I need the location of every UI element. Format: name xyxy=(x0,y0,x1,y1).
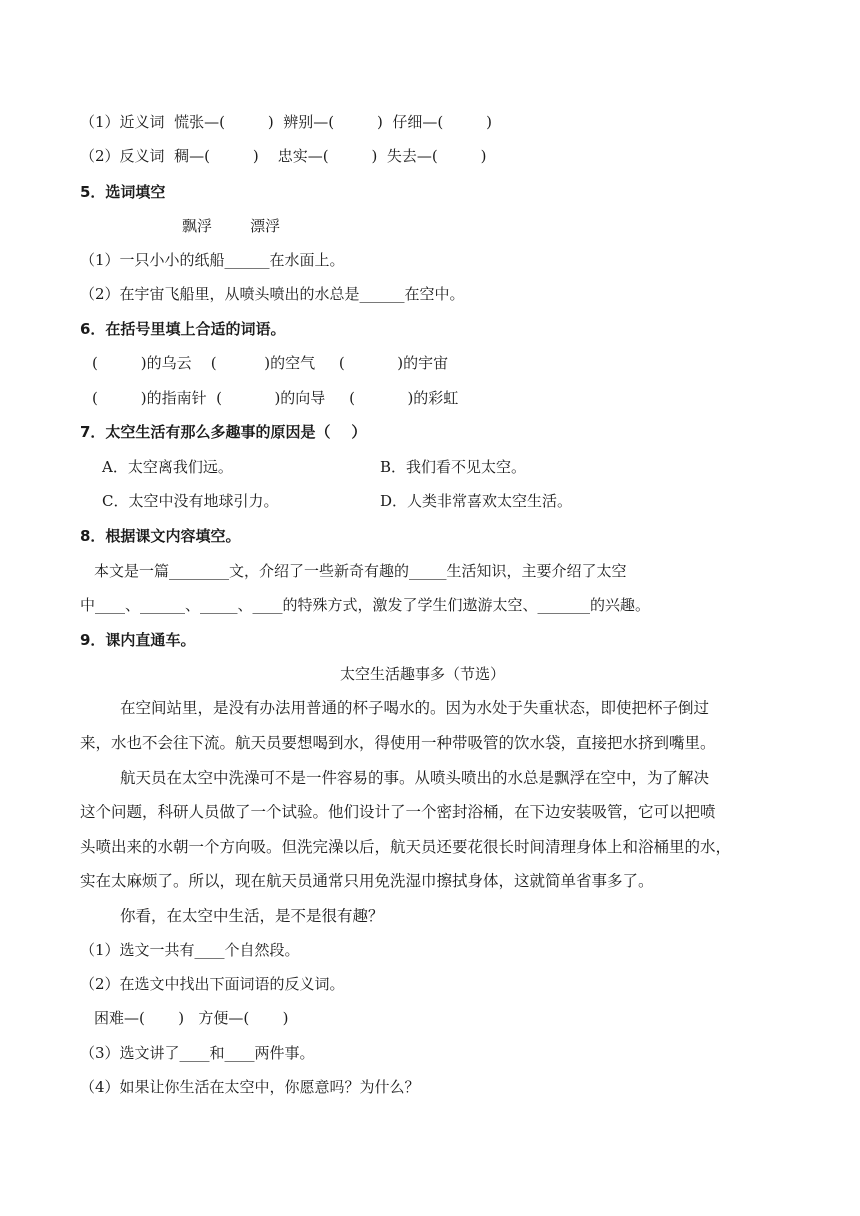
passage-p1-line-1: 在空间站里，是没有办法用普通的杯子喝水的。因为水处于失重状态，即使把杯子倒过 xyxy=(120,699,710,717)
q9-sub-3: （3）选文讲了____和____两件事。 xyxy=(80,1044,315,1062)
q5-item-1: （1）一只小小的纸船______在水面上。 xyxy=(80,251,345,269)
passage-p2-line-4: 实在太麻烦了。所以，现在航天员通常只用免洗湿巾擦拭身体，这就简单省事多了。 xyxy=(80,872,654,890)
passage-p2-line-3: 头喷出来的水朝一个方向吸。但洗完澡以后，航天员还要花很长时间清理身体上和浴桶里的水， xyxy=(80,838,732,856)
passage-p3: 你看，在太空中生活，是不是很有趣？ xyxy=(120,907,384,925)
q8-heading: 8．根据课文内容填空。 xyxy=(80,527,241,545)
q9-heading: 9．课内直通车。 xyxy=(80,631,196,649)
q8-line-1: 本文是一篇________文，介绍了一些新奇有趣的_____生活知识，主要介绍了太空 xyxy=(94,562,627,580)
q7-heading: 7．太空生活有那么多趣事的原因是（ ） xyxy=(80,423,367,441)
passage-title: 太空生活趣事多（节选） xyxy=(340,665,506,683)
passage-p1-line-2: 来，水也不会往下流。航天员要想喝到水，得使用一种带吸管的饮水袋，直接把水挤到嘴里。 xyxy=(80,734,716,752)
q7-option-c: C．太空中没有地球引力。 xyxy=(102,492,279,510)
passage-p2-line-1: 航天员在太空中洗澡可不是一件容易的事。从喷头喷出的水总是飘浮在空中，为了解决 xyxy=(120,769,710,787)
q8-line-2: 中____、______、_____、____的特殊方式，激发了学生们遨游太空、_______的兴趣。 xyxy=(80,596,651,614)
q9-sub-4: （4）如果让你生活在太空中，你愿意吗？为什么？ xyxy=(80,1078,420,1096)
q9-sub-2-words: 困难—( ) 方便—( ) xyxy=(94,1009,289,1027)
q5-heading: 5．选词填空 xyxy=(80,183,166,201)
q7-option-d: D．人类非常喜欢太空生活。 xyxy=(380,492,573,510)
q9-sub-1: （1）选文一共有____个自然段。 xyxy=(80,941,300,959)
q6-row-2: ( )的指南针 ( )的向导 ( )的彩虹 xyxy=(92,389,459,407)
q9-sub-2: （2）在选文中找出下面词语的反义词。 xyxy=(80,975,345,993)
passage-p2-line-2: 这个问题，科研人员做了一个试验。他们设计了一个密封浴桶，在下边安装吸管，它可以把喷 xyxy=(80,803,716,821)
q7-option-b: B．我们看不见太空。 xyxy=(380,458,527,476)
q4-synonyms-line: （1）近义词 慌张—( ) 辨别—( ) 仔细—( ) xyxy=(80,113,493,131)
q5-item-2: （2）在宇宙飞船里，从喷头喷出的水总是______在空中。 xyxy=(80,285,465,303)
q4-antonyms-line: （2）反义词 稠—( ) 忠实—( ) 失去—( ) xyxy=(80,147,487,165)
q6-heading: 6．在括号里填上合适的词语。 xyxy=(80,320,286,338)
q7-option-a: A．太空离我们远。 xyxy=(102,458,233,476)
q5-word-options: 飘浮 漂浮 xyxy=(182,217,281,235)
q6-row-1: ( )的乌云 ( )的空气 ( )的宇宙 xyxy=(92,354,449,372)
